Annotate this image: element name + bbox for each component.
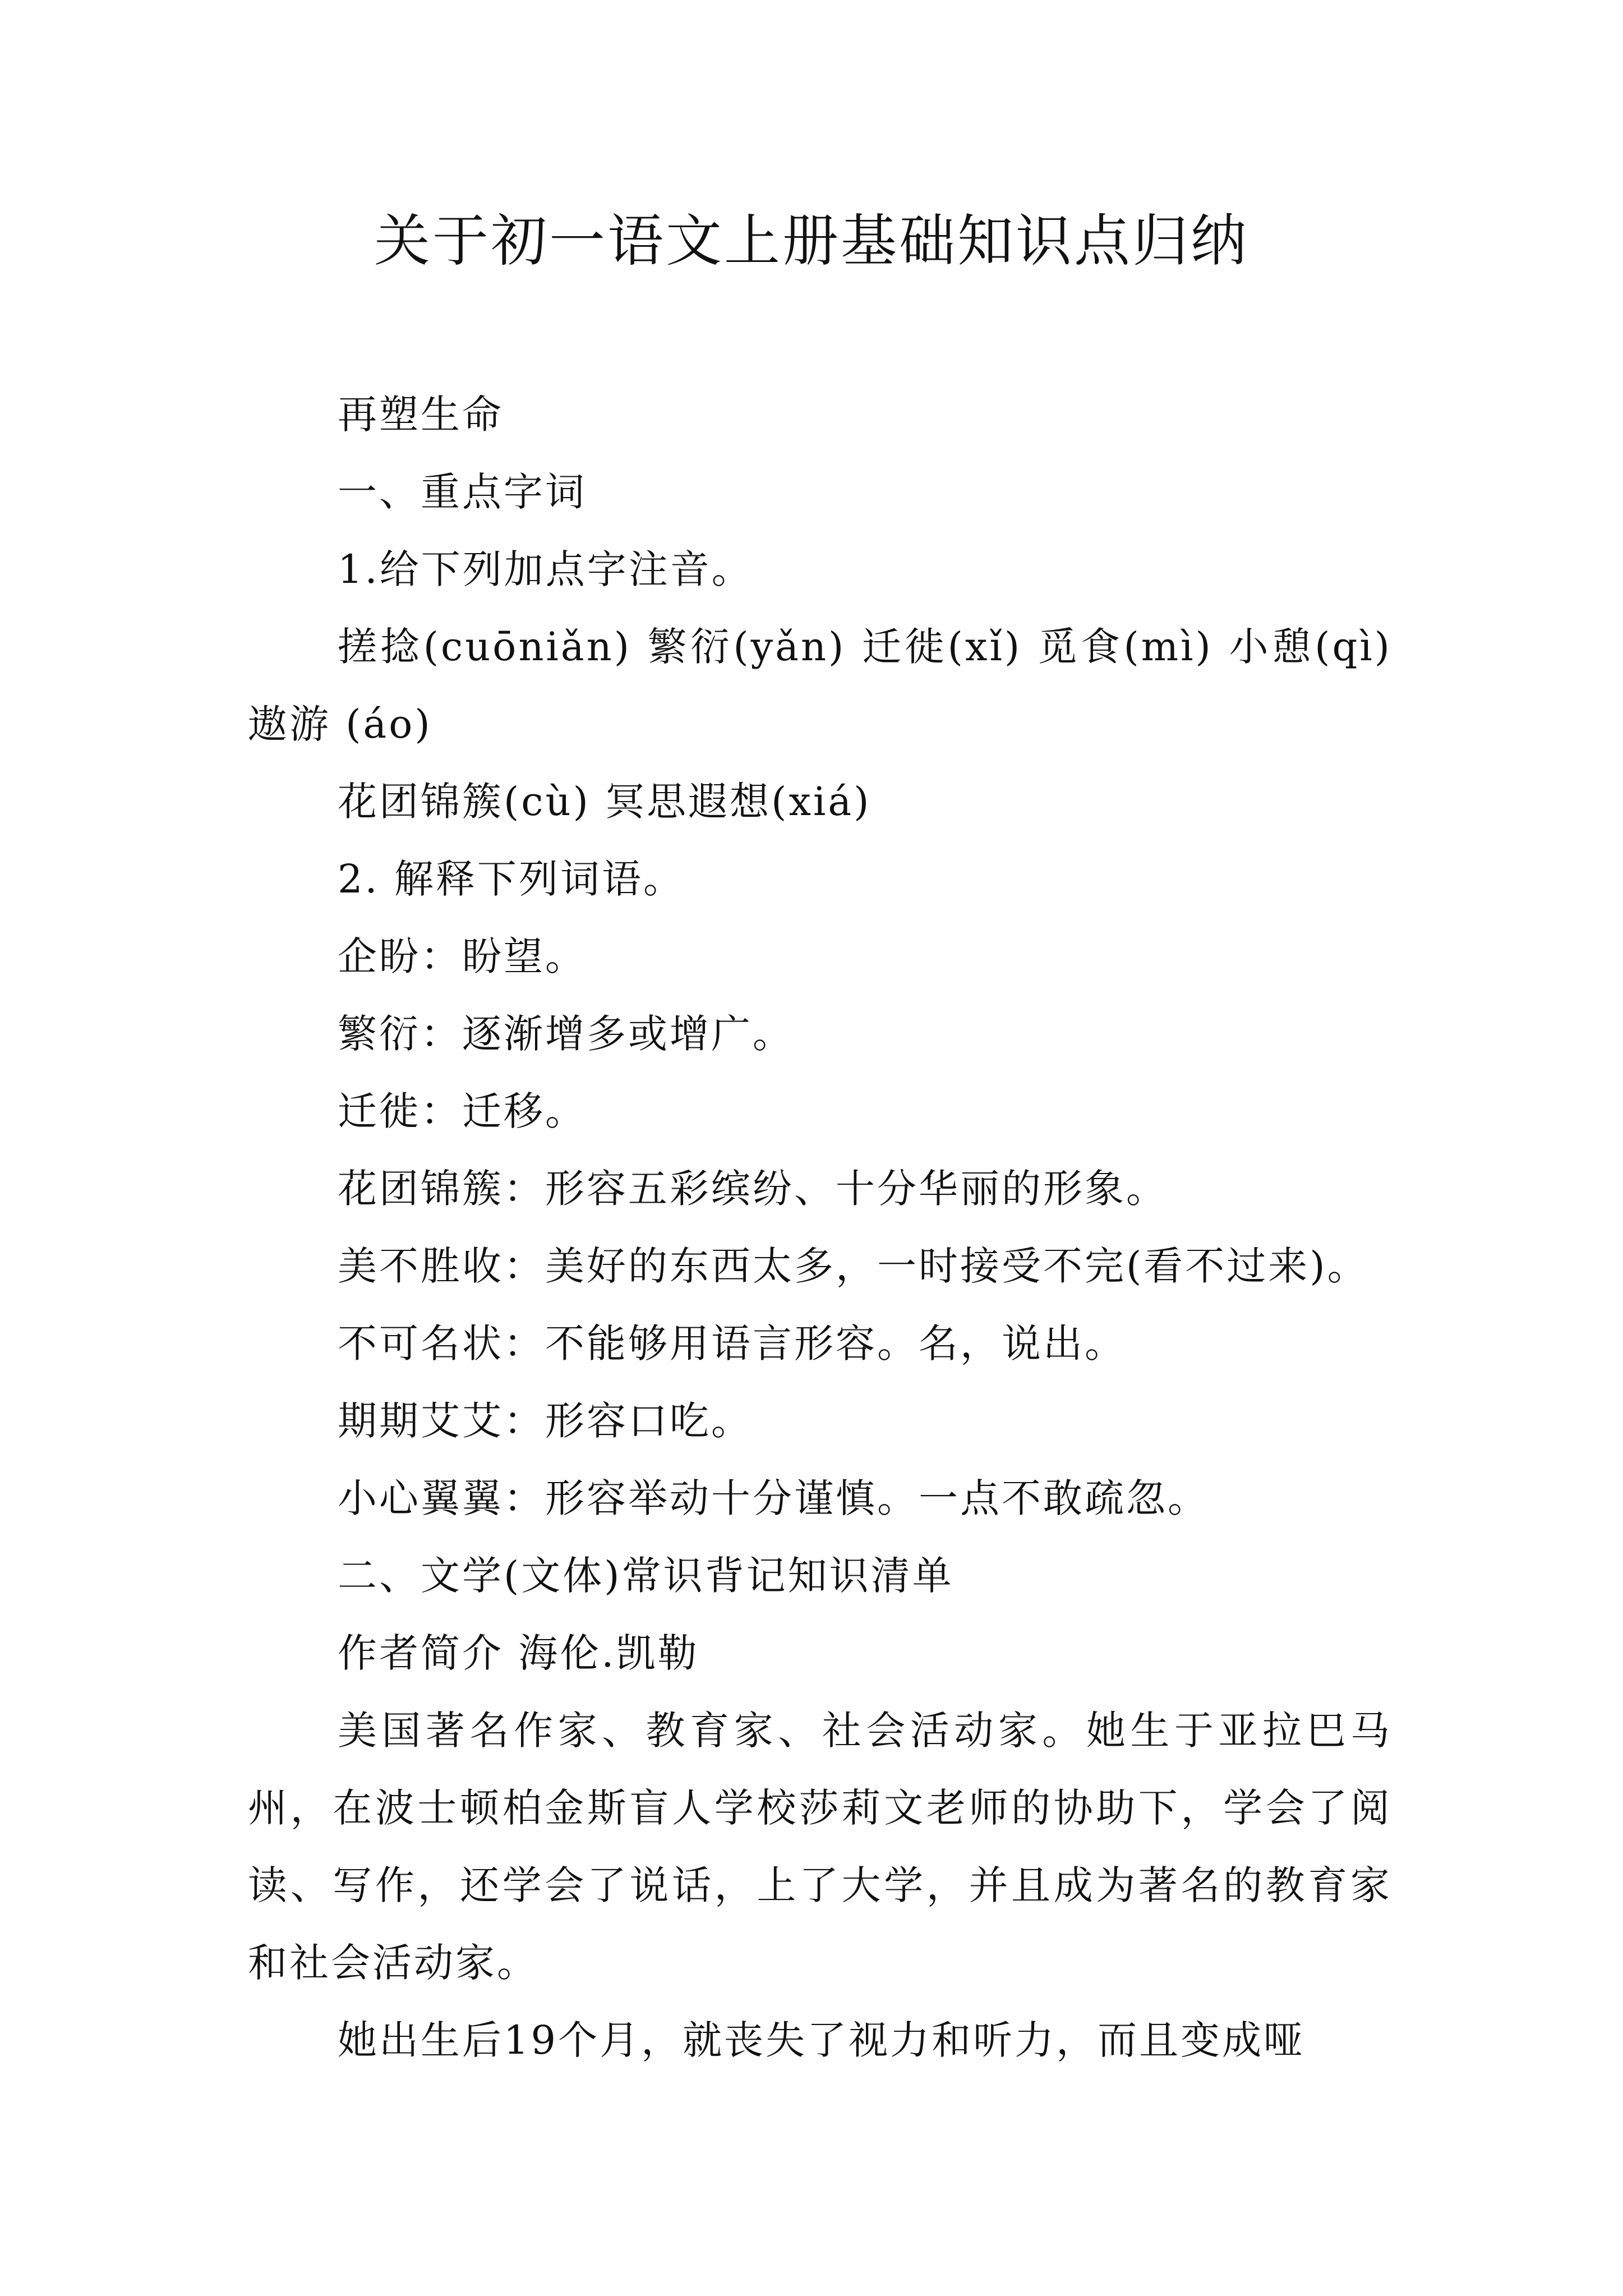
paragraph-definition: 美不胜收：美好的东西太多，一时接受不完(看不过来)。 — [338, 1243, 1369, 1289]
paragraph-definition: 迁徙：迁移。 — [338, 1088, 587, 1134]
paragraph-definition: 小心翼翼：形容举动十分谨慎。一点不敢疏忽。 — [338, 1475, 1209, 1521]
paragraph-author-bio-2: 她出生后19个月，就丧失了视力和听力，而且变成哑 — [338, 2017, 1306, 2063]
paragraph-heading-literature: 二、文学(文体)常识背记知识清单 — [338, 1553, 954, 1599]
paragraph-definition: 花团锦簇：形容五彩缤纷、十分华丽的形象。 — [338, 1166, 1168, 1212]
paragraph-question-explain: 2. 解释下列词语。 — [338, 856, 685, 902]
paragraph-author-intro: 作者简介 海伦.凯勒 — [338, 1630, 699, 1676]
paragraph-definition: 期期艾艾：形容口吃。 — [338, 1398, 753, 1444]
paragraph-heading-key-words: 一、重点字词 — [338, 469, 587, 515]
paragraph-question-pinyin: 1.给下列加点字注音。 — [338, 546, 753, 592]
paragraph-definition: 繁衍：逐渐增多或增广。 — [338, 1011, 794, 1057]
paragraph-section-title: 再塑生命 — [338, 392, 504, 438]
paragraph-pinyin-list-2: 花团锦簇(cù) 冥思遐想(xiá) — [338, 779, 872, 825]
paragraph-definition: 企盼：盼望。 — [338, 933, 587, 979]
document-title: 关于初一语文上册基础知识点归纳 — [374, 208, 1249, 274]
paragraph-author-bio: 美国著名作家、教育家、社会活动家。她生于亚拉巴马州，在波士顿柏金斯盲人学校莎莉文老师的协助下，学会了阅读、写作，还学会了说话，上了大学，并且成为著名的教育家和社会活动家。 — [248, 1708, 1392, 1986]
document-body — [248, 376, 1392, 2079]
paragraph-definition: 不可名状：不能够用语言形容。名，说出。 — [338, 1320, 1126, 1366]
paragraph-pinyin-list: 搓捻(cuōniǎn) 繁衍(yǎn) 迁徙(xǐ) 觅食(mì) 小憩(qì) 遨游 (áo) — [248, 624, 1392, 747]
